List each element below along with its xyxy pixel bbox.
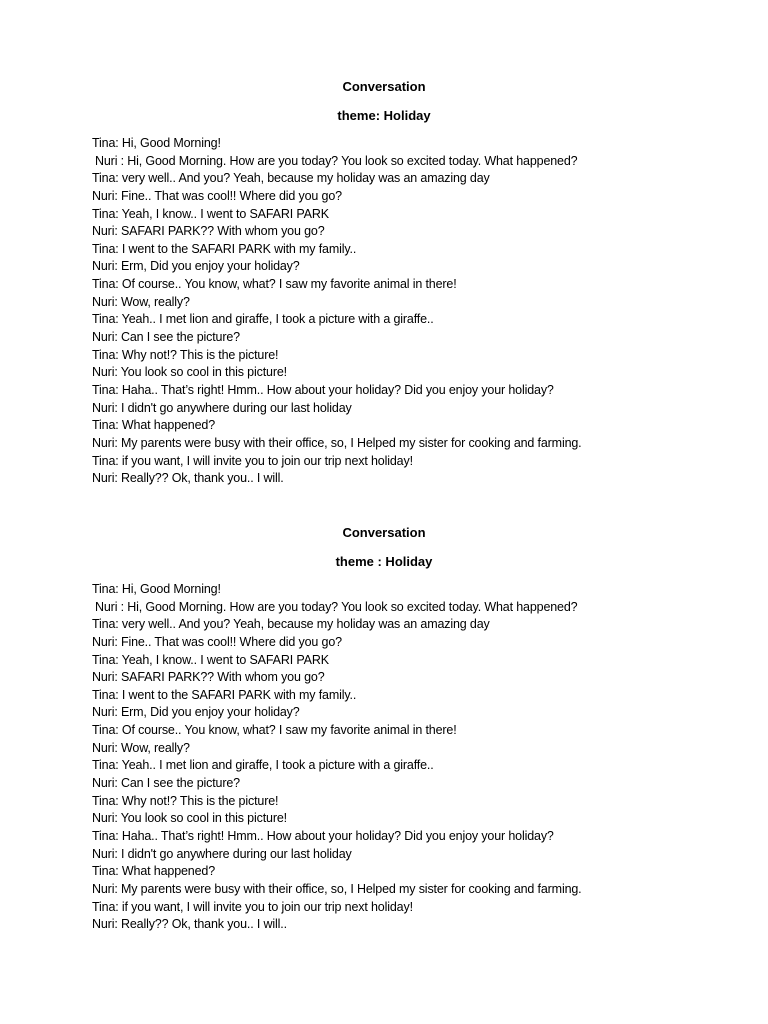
dialogue-line: Nuri: Really?? Ok, thank you.. I will..: [92, 917, 287, 932]
dialogue-line: Tina: Haha.. That’s right! Hmm.. How about your holiday? Did you enjoy your holiday?: [92, 382, 554, 397]
dialogue-line: Tina: Hi, Good Morning!: [92, 136, 221, 150]
dialogue-line: Nuri: Wow, really?: [92, 294, 190, 309]
dialogue-line: Nuri: SAFARI PARK?? With whom you go?: [92, 224, 325, 239]
dialogue-line: Nuri: My parents were busy with their office, so, I Helped my sister for cooking and farming.: [92, 435, 582, 450]
dialogue-lines: [0, 581, 768, 934]
dialogue-line: Nuri: Erm, Did you enjoy your holiday?: [92, 705, 300, 720]
dialogue-line: Tina: I went to the SAFARI PARK with my family..: [92, 687, 357, 702]
dialogue-line: Tina: Why not!? This is the picture!: [92, 347, 279, 362]
dialogue-line: Nuri: Can I see the picture?: [92, 776, 240, 791]
dialogue-line: Nuri: Erm, Did you enjoy your holiday?: [92, 259, 300, 274]
dialogue-line: Nuri: SAFARI PARK?? With whom you go?: [92, 670, 325, 685]
dialogue-line: Tina: Yeah.. I met lion and giraffe, I took a picture with a giraffe..: [92, 312, 434, 327]
dialogue-line: Tina: Yeah, I know.. I went to SAFARI PARK: [92, 652, 329, 667]
dialogue-line: Nuri: You look so cool in this picture!: [92, 811, 287, 826]
dialogue-lines: [0, 135, 768, 488]
conversation-section-2: [0, 524, 768, 934]
dialogue-line: Tina: Hi, Good Morning!: [92, 582, 221, 596]
dialogue-line: Nuri : Hi, Good Morning. How are you today? You look so excited today. What happened?: [95, 599, 578, 614]
dialogue-line: Tina: Why not!? This is the picture!: [92, 793, 279, 808]
dialogue-line: Nuri: Wow, really?: [92, 740, 190, 755]
dialogue-line: Tina: Of course.. You know, what? I saw my favorite animal in there!: [92, 277, 457, 292]
section-theme: theme: Holiday: [337, 108, 431, 123]
conversation-section-1: [0, 78, 768, 488]
dialogue-line: Tina: very well.. And you? Yeah, because my holiday was an amazing day: [92, 171, 490, 186]
dialogue-line: Tina: if you want, I will invite you to join our trip next holiday!: [92, 899, 413, 914]
dialogue-line: Nuri: Really?? Ok, thank you.. I will.: [92, 471, 284, 486]
dialogue-line: Nuri : Hi, Good Morning. How are you today? You look so excited today. What happened?: [95, 153, 578, 168]
dialogue-line: Tina: Yeah.. I met lion and giraffe, I took a picture with a giraffe..: [92, 758, 434, 773]
dialogue-line: Nuri: I didn't go anywhere during our last holiday: [92, 400, 352, 415]
dialogue-line: Tina: Haha.. That’s right! Hmm.. How about your holiday? Did you enjoy your holiday?: [92, 828, 554, 843]
dialogue-line: Tina: I went to the SAFARI PARK with my family..: [92, 241, 357, 256]
section-title: Conversation: [342, 525, 426, 540]
dialogue-line: Tina: What happened?: [92, 418, 216, 433]
dialogue-line: Tina: very well.. And you? Yeah, because my holiday was an amazing day: [92, 617, 490, 632]
section-theme: theme : Holiday: [335, 554, 433, 569]
dialogue-line: Nuri: Fine.. That was cool!! Where did you go?: [92, 188, 342, 203]
dialogue-line: Tina: if you want, I will invite you to join our trip next holiday!: [92, 453, 413, 468]
dialogue-line: Nuri: Can I see the picture?: [92, 330, 240, 345]
dialogue-line: Nuri: You look so cool in this picture!: [92, 365, 287, 380]
dialogue-line: Nuri: My parents were busy with their office, so, I Helped my sister for cooking and farming.: [92, 881, 582, 896]
dialogue-line: Nuri: I didn't go anywhere during our last holiday: [92, 846, 352, 861]
dialogue-line: Nuri: Fine.. That was cool!! Where did you go?: [92, 634, 342, 649]
dialogue-line: Tina: Of course.. You know, what? I saw my favorite animal in there!: [92, 723, 457, 738]
dialogue-line: Tina: Yeah, I know.. I went to SAFARI PARK: [92, 206, 329, 221]
dialogue-line: Tina: What happened?: [92, 864, 216, 879]
section-title: Conversation: [342, 79, 426, 94]
